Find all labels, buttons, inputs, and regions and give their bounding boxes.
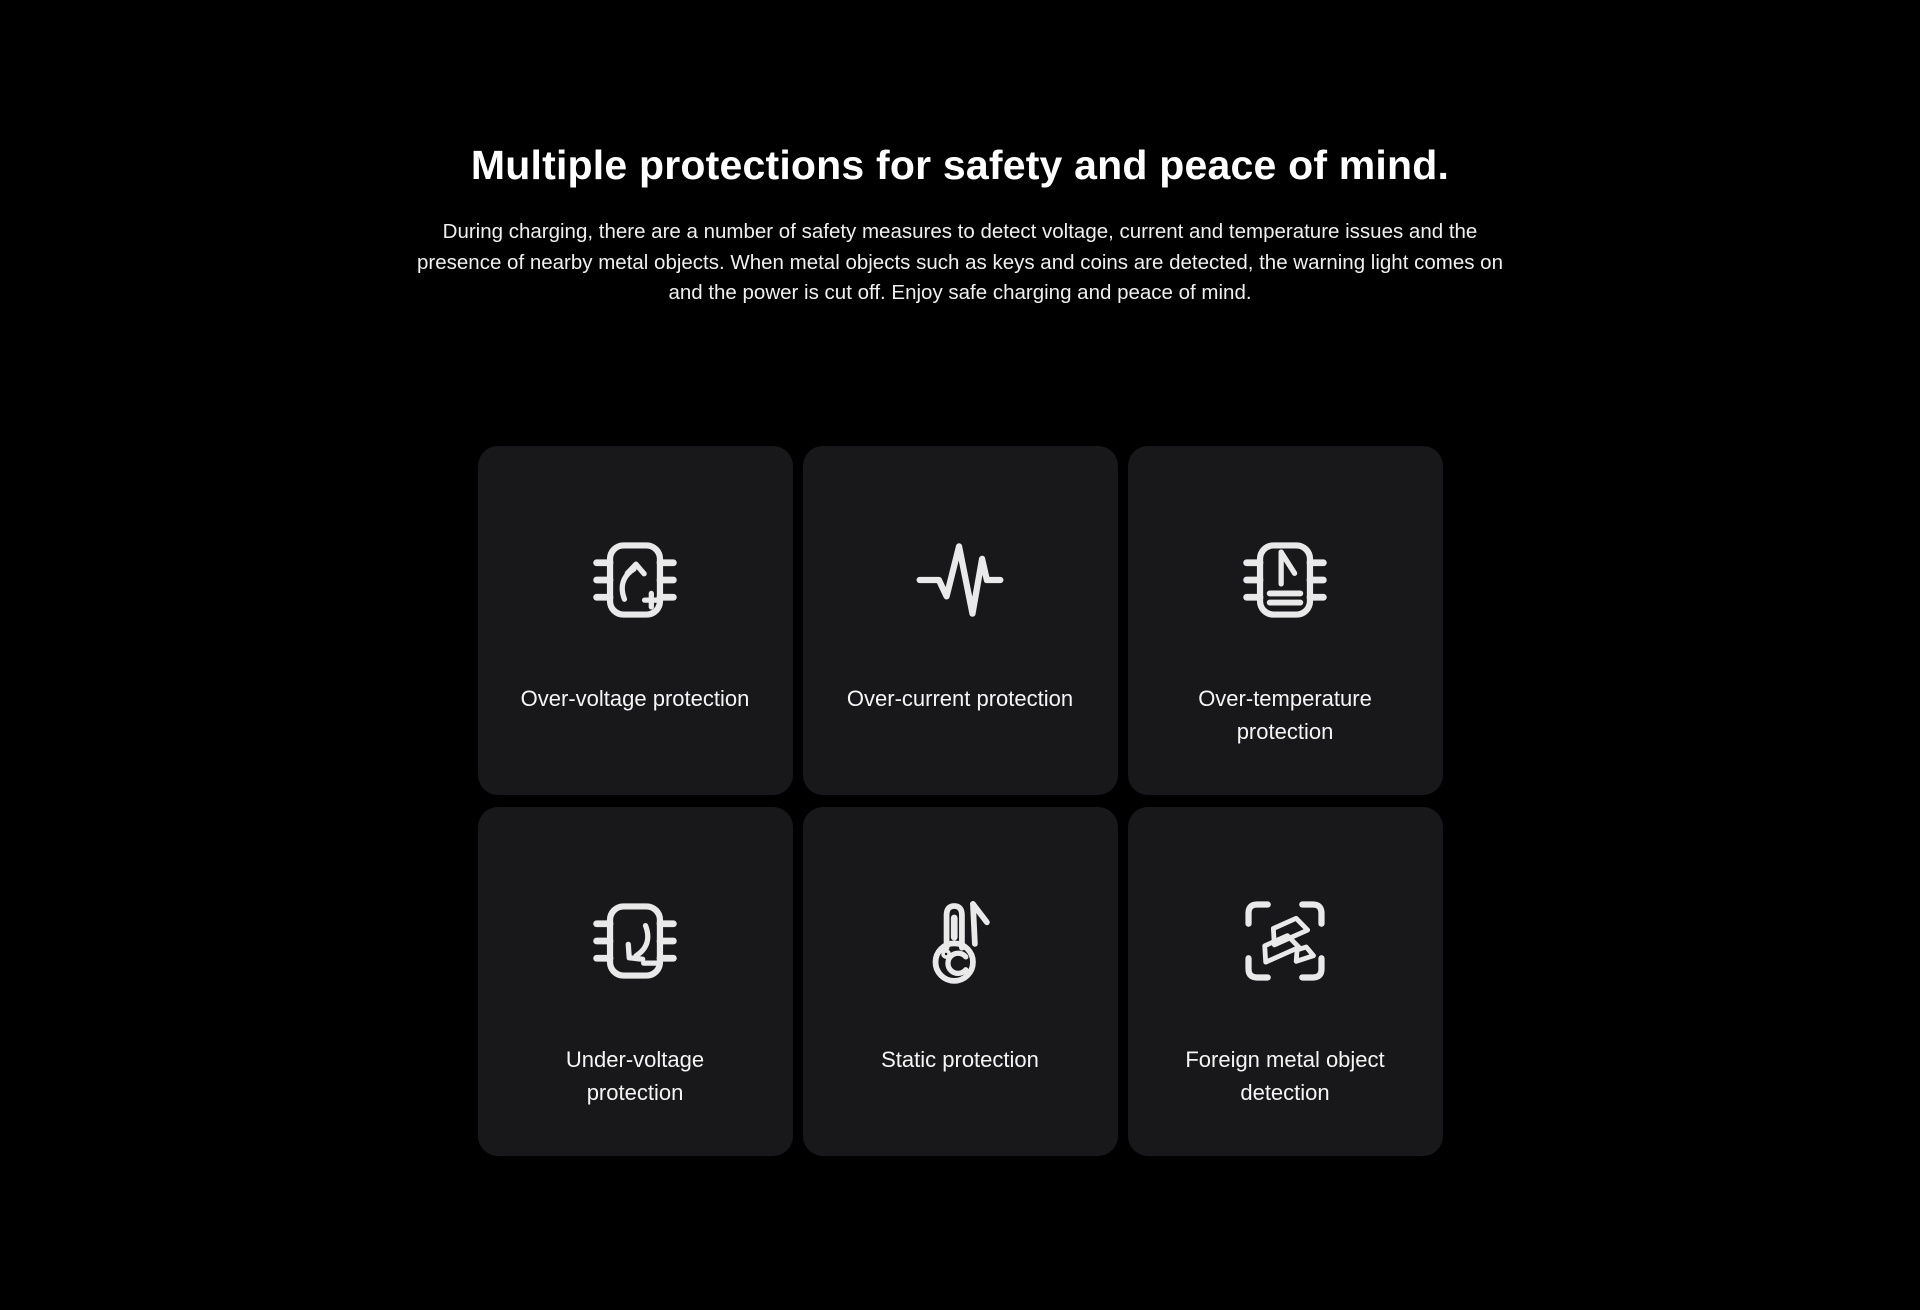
card-over-current — [803, 446, 1118, 795]
card-label: Foreign metal object detection — [1185, 1046, 1385, 1105]
chip-arrow-up-plus-icon — [587, 532, 683, 628]
protection-cards-grid — [0, 446, 1920, 1156]
card-label: Static protection — [881, 1046, 1039, 1072]
card-label: Over-temperature protection — [1198, 685, 1372, 744]
page-title: Multiple protections for safety and peace of mind. — [470, 142, 1450, 188]
thermometer-celsius-arrow-icon — [912, 893, 1008, 989]
chip-arrow-down-minus-icon — [587, 893, 683, 989]
chip-temperature-rise-icon — [1237, 532, 1333, 628]
metal-ingots-scan-icon — [1237, 893, 1333, 989]
card-over-voltage — [478, 446, 793, 795]
pulse-waveform-icon — [912, 532, 1008, 628]
section-header — [0, 0, 1920, 309]
section-description: During charging, there are a number of safety measures to detect voltage, current and temperature issues and the presence of nearby metal objects. When metal objects such as keys and coins are detected, the warning light comes on and the power is cut off. Enjoy safe charging and peace of mind. — [417, 220, 1503, 304]
card-label: Over-current protection — [846, 685, 1074, 711]
card-under-voltage — [478, 807, 793, 1156]
card-label: Under-voltage protection — [565, 1046, 705, 1105]
card-static-protection — [803, 807, 1118, 1156]
card-over-temperature — [1128, 446, 1443, 795]
card-label: Over-voltage protection — [520, 685, 750, 711]
card-foreign-metal-detection — [1128, 807, 1443, 1156]
